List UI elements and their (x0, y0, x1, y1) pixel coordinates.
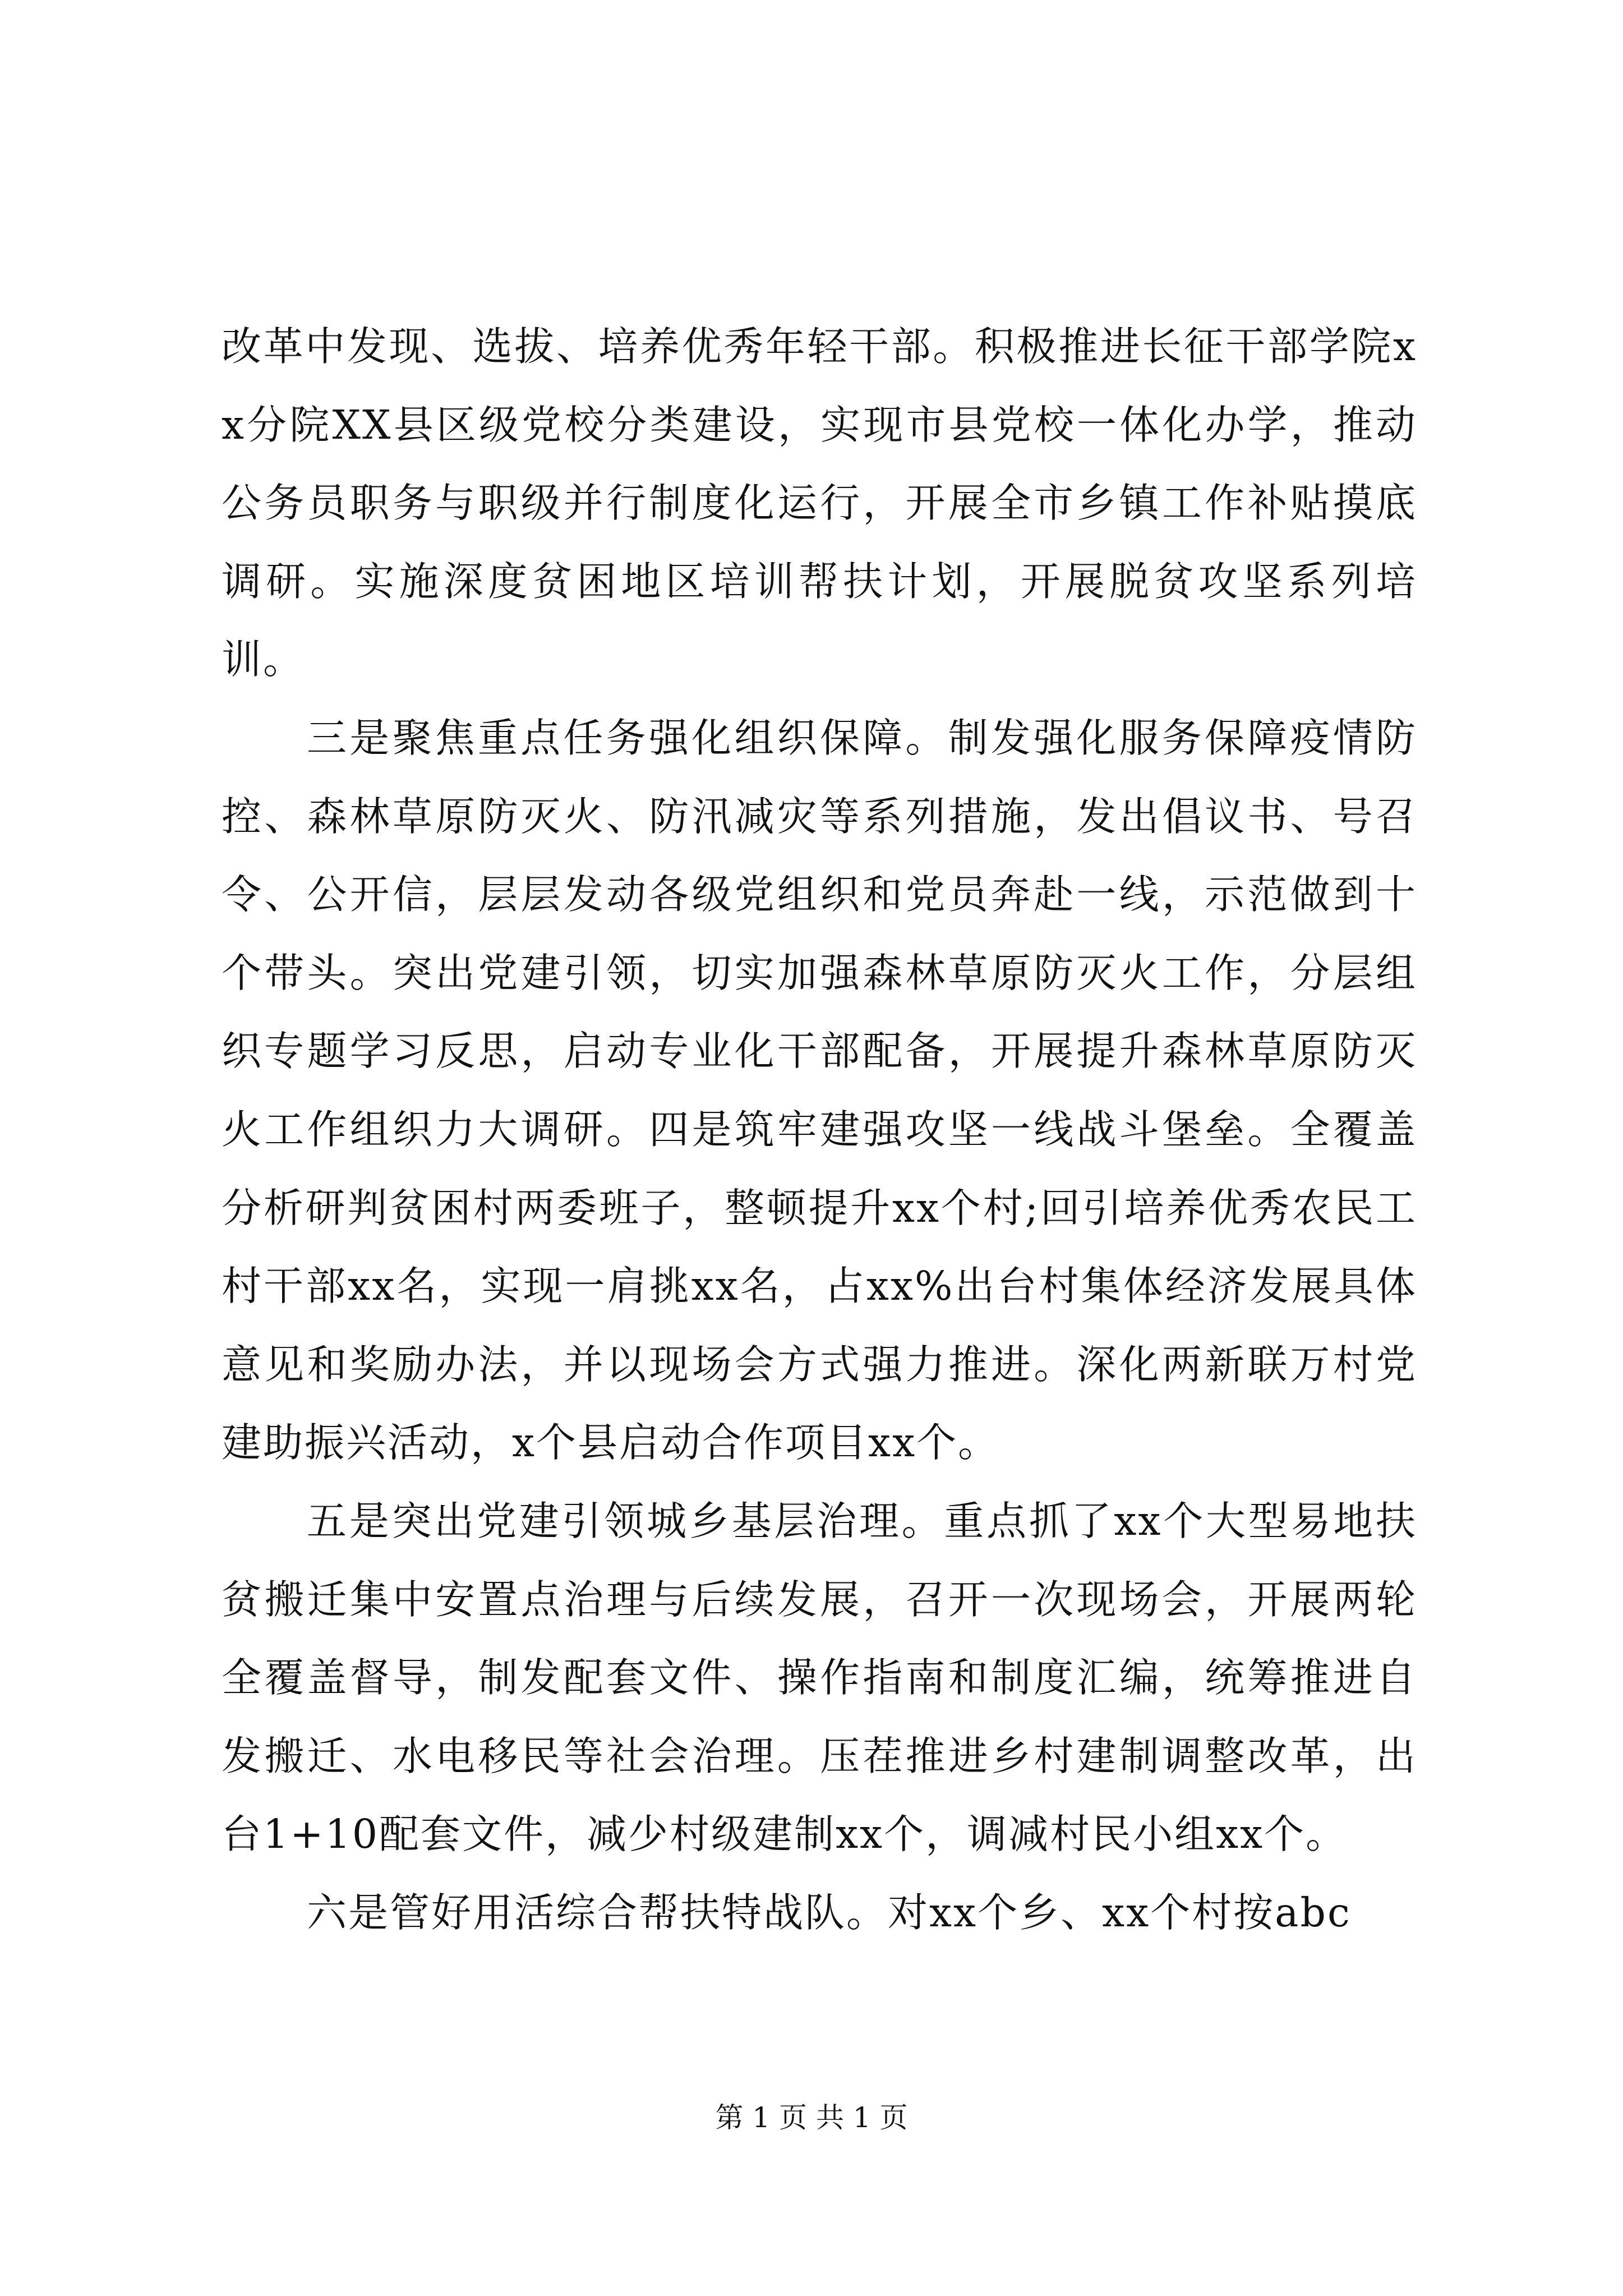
paragraph-1: 改革中发现、选拔、培养优秀年轻干部。积极推进长征干部学院xx分院XX县区级党校分类建设，实现市县党校一体化办学，推动公务员职务与职级并行制度化运行，开展全市乡镇工作补贴摸底调研。实施深度贫困地区培训帮扶计划，开展脱贫攻坚系列培训。 (222, 323, 1417, 683)
page-footer: 第 1 页 共 1 页 (715, 2101, 908, 2134)
paragraph-3: 五是突出党建引领城乡基层治理。重点抓了xx个大型易地扶贫搬迁集中安置点治理与后续发展，召开一次现场会，开展两轮全覆盖督导，制发配套文件、操作指南和制度汇编，统筹推进自发搬迁、水电移民等社会治理。压茬推进乡村建制调整改革，出台1+10配套文件，减少村级建制xx个，调减村民小组xx个。 (222, 1497, 1417, 1858)
paragraph-4: 六是管好用活综合帮扶特战队。对xx个乡、xx个村按abc (307, 1889, 1352, 1936)
paragraph-2: 三是聚焦重点任务强化组织保障。制发强化服务保障疫情防控、森林草原防灭火、防汛减灾等系列措施，发出倡议书、号召令、公开信，层层发动各级党组织和党员奔赴一线，示范做到十个带头。突出党建引领，切实加强森林草原防灭火工作，分层组织专题学习反思，启动专业化干部配备，开展提升森林草原防灭火工作组织力大调研。四是筑牢建强攻坚一线战斗堡垒。全覆盖分析研判贫困村两委班子，整顿提升xx个村;回引培养优秀农民工村干部xx名，实现一肩挑xx名，占xx%出台村集体经济发展具体意见和奖励办法，并以现场会方式强力推进。深化两新联万村党建助振兴活动，x个县启动合作项目xx个。 (222, 714, 1417, 1466)
document-body (222, 307, 1417, 1952)
